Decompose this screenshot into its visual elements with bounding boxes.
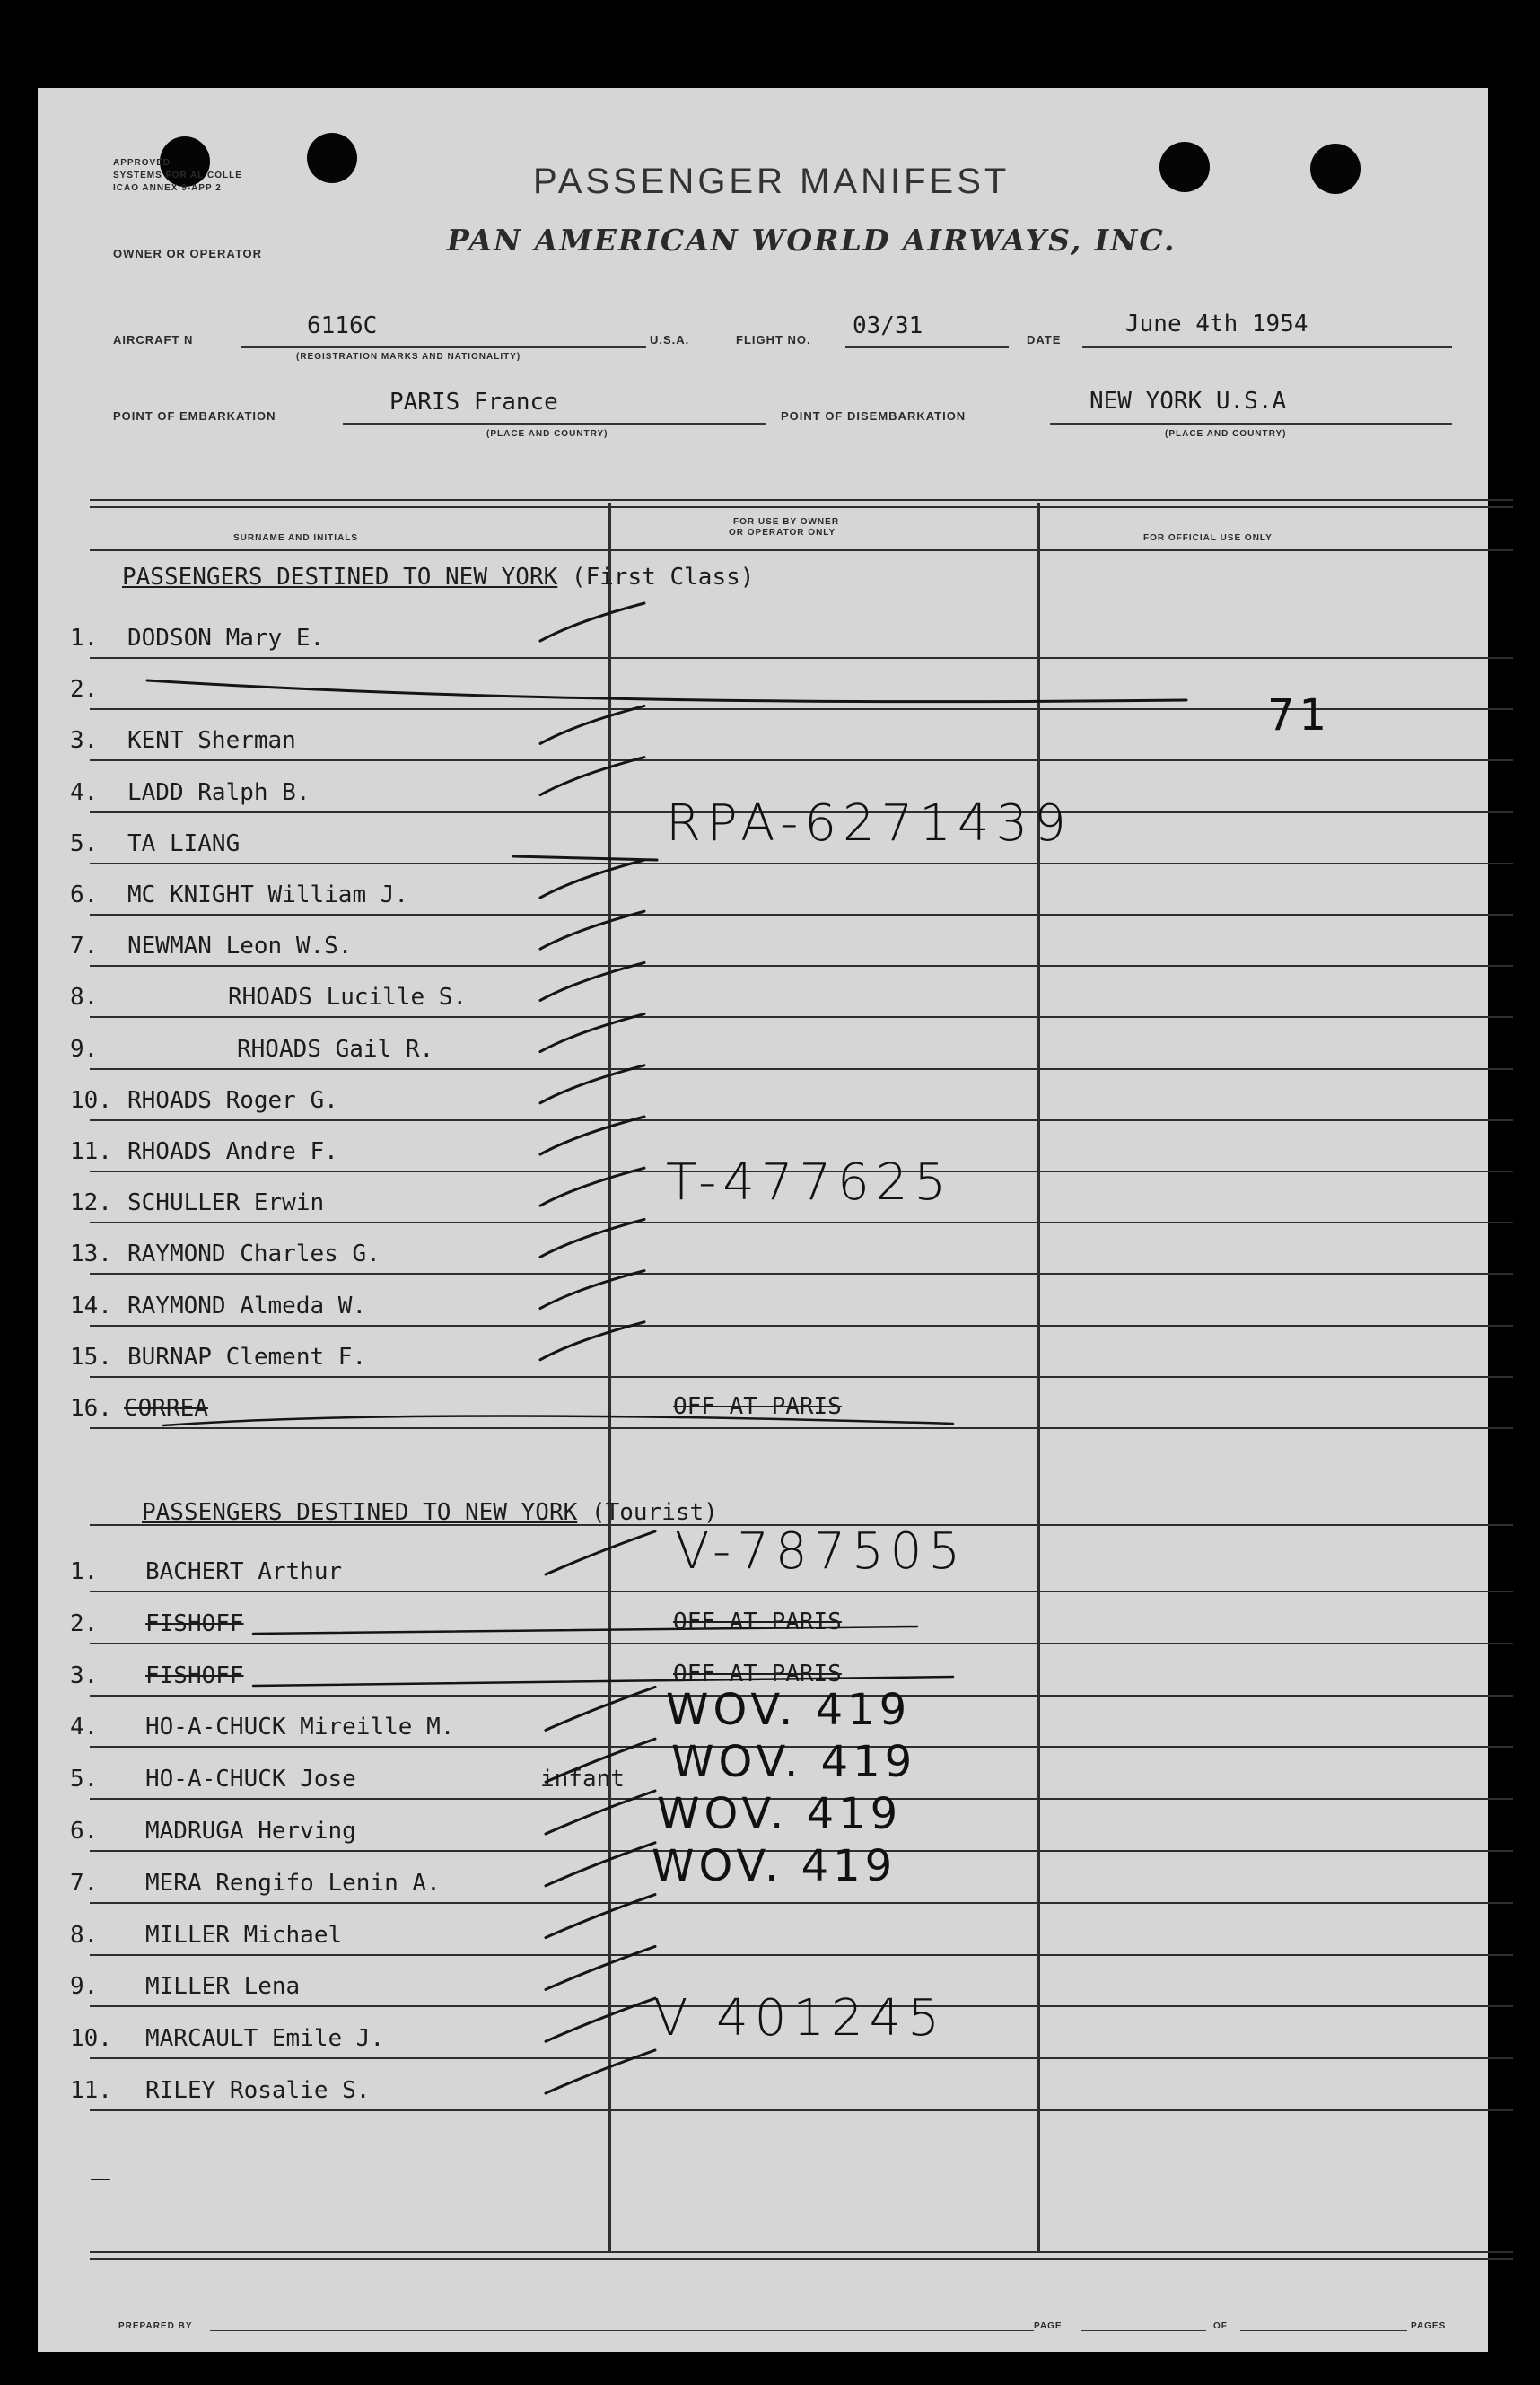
- row-number: 10.: [70, 2025, 112, 2053]
- passenger-name: RHOADS Gail R.: [237, 1035, 434, 1063]
- pen-stroke: [540, 1014, 644, 1052]
- passenger-name: BACHERT Arthur: [145, 1558, 343, 1585]
- handwritten-check-marks: [38, 88, 1488, 2352]
- row-number: 2.: [70, 1609, 99, 1637]
- owner-handwritten-number: WOV. 419: [666, 1685, 912, 1736]
- pen-stroke: [540, 603, 644, 641]
- row-number: 7.: [70, 933, 99, 960]
- owner-label: OWNER OR OPERATOR: [113, 247, 263, 260]
- owner-remark: OFF AT PARIS: [673, 1608, 842, 1635]
- row-number: 5.: [70, 1766, 99, 1793]
- aircraft-value: 6116C: [307, 312, 378, 339]
- row-number: 9.: [70, 1973, 99, 2001]
- section-heading-tourist: PASSENGERS DESTINED TO NEW YORK (Tourist): [142, 1499, 718, 1526]
- pen-stroke: [546, 1998, 655, 2041]
- approval-stamp-line: SYSTEMS FOR AL COLLE: [113, 171, 242, 180]
- row-number: 4.: [70, 778, 99, 806]
- passenger-name: BURNAP Clement F.: [127, 1343, 367, 1371]
- pen-stroke: [253, 1677, 953, 1686]
- row-number: 11.: [70, 2077, 112, 2104]
- flight-label: FLIGHT NO.: [736, 333, 811, 346]
- pen-stroke: [540, 962, 644, 1000]
- date-label: DATE: [1027, 333, 1062, 346]
- pen-stroke: [147, 680, 1186, 702]
- passenger-name: MC KNIGHT William J.: [127, 881, 409, 908]
- pen-stroke: [546, 1739, 655, 1782]
- row-number: 13.: [70, 1241, 112, 1268]
- owner-handwritten-number: WOV. 419: [671, 1737, 917, 1788]
- pen-stroke: [546, 1895, 655, 1938]
- row-number: 4.: [70, 1714, 99, 1741]
- owner-handwritten-number: WOV. 419: [657, 1789, 903, 1839]
- row-number: 12.: [70, 1189, 112, 1217]
- passenger-name: RHOADS Andre F.: [127, 1138, 338, 1165]
- date-value: June 4th 1954: [1125, 311, 1308, 338]
- owner-handwritten-number: V-787505: [675, 1522, 967, 1581]
- col-header-owner-line2: OR OPERATOR ONLY: [729, 528, 836, 538]
- pen-stroke: [546, 1791, 655, 1834]
- passenger-name: RILEY Rosalie S.: [145, 2077, 371, 2104]
- row-number: 3.: [70, 727, 99, 755]
- page-label: PAGE: [1034, 2321, 1063, 2331]
- passenger-name: KENT Sherman: [127, 727, 296, 755]
- pen-stroke: [540, 1117, 644, 1154]
- pages-label: PAGES: [1411, 2321, 1447, 2331]
- operator-name: PAN AMERICAN WORLD AIRWAYS, INC.: [447, 223, 1177, 258]
- approval-stamp-line: ICAO ANNEX 9-APP 2: [113, 183, 222, 193]
- owner-handwritten-number: RPA-6271439: [666, 794, 1072, 853]
- disembark-value: NEW YORK U.S.A: [1089, 388, 1287, 415]
- prepared-by-label: PREPARED BY: [118, 2321, 193, 2331]
- row-number: 10.: [70, 1086, 112, 1114]
- row-number: 6.: [70, 1818, 99, 1845]
- passenger-name: HO-A-CHUCK Mireille M.: [145, 1714, 455, 1741]
- row-number: 9.: [70, 1035, 99, 1063]
- pen-stroke: [163, 1416, 953, 1425]
- embark-sublabel: (PLACE AND COUNTRY): [486, 429, 608, 439]
- passenger-name: DODSON Mary E.: [127, 625, 325, 652]
- col-header-surname: SURNAME AND INITIALS: [233, 533, 359, 543]
- pen-stroke: [540, 1271, 644, 1309]
- passenger-name: FISHOFF: [145, 1662, 244, 1689]
- disembark-sublabel: (PLACE AND COUNTRY): [1165, 429, 1287, 439]
- approval-stamp-line: APPROVED: [113, 158, 171, 168]
- row-number: 8.: [70, 984, 99, 1012]
- pen-stroke: [540, 1322, 644, 1360]
- passenger-name: MERA Rengifo Lenin A.: [145, 1869, 441, 1897]
- passenger-name: HO-A-CHUCK Jose: [145, 1766, 356, 1793]
- passenger-name: FISHOFF: [145, 1609, 244, 1637]
- official-mark: 71: [1267, 690, 1332, 741]
- pen-stroke: [540, 911, 644, 949]
- pen-stroke: [540, 1219, 644, 1257]
- embark-value: PARIS France: [389, 389, 558, 416]
- embark-label: POINT OF EMBARKATION: [113, 409, 276, 423]
- passenger-name: CORREA: [124, 1395, 208, 1422]
- row-number: 5.: [70, 829, 99, 857]
- row-number: 14.: [70, 1292, 112, 1320]
- section-heading-first-class: PASSENGERS DESTINED TO NEW YORK (First Class): [122, 564, 755, 591]
- pen-stroke: [546, 1946, 655, 1989]
- row-number: 3.: [70, 1662, 99, 1689]
- owner-handwritten-number: T-477625: [666, 1153, 953, 1213]
- passenger-name: SCHULLER Erwin: [127, 1189, 325, 1217]
- owner-remark: OFF AT PARIS: [673, 1393, 842, 1420]
- pen-stroke: [540, 860, 644, 898]
- pen-stroke: [546, 1843, 655, 1886]
- passenger-name: LADD Ralph B.: [127, 778, 311, 806]
- passenger-note: infant: [540, 1766, 625, 1793]
- pen-stroke: [540, 1168, 644, 1206]
- passenger-name: MARCAULT Emile J.: [145, 2025, 385, 2053]
- pen-stroke: [546, 2050, 655, 2093]
- pen-stroke: [540, 1065, 644, 1103]
- col-header-official: FOR OFFICIAL USE ONLY: [1143, 533, 1273, 543]
- row-number: 1.: [70, 625, 99, 652]
- passenger-name: RAYMOND Almeda W.: [127, 1292, 367, 1320]
- row-number: 1.: [70, 1558, 99, 1585]
- form-title: PASSENGER MANIFEST: [533, 162, 1011, 201]
- usa-label: U.S.A.: [650, 333, 690, 346]
- owner-handwritten-number: WOV. 419: [652, 1840, 897, 1891]
- flight-value: 03/31: [853, 312, 923, 339]
- passenger-name: MILLER Michael: [145, 1921, 343, 1949]
- passenger-name: NEWMAN Leon W.S.: [127, 933, 353, 960]
- passenger-name: RAYMOND Charles G.: [127, 1241, 381, 1268]
- pen-stroke: [546, 1687, 655, 1730]
- of-label: OF: [1213, 2321, 1228, 2331]
- aircraft-label: AIRCRAFT N: [113, 333, 194, 346]
- passenger-name: MADRUGA Herving: [145, 1818, 356, 1845]
- aircraft-sublabel: (REGISTRATION MARKS AND NATIONALITY): [296, 352, 521, 362]
- manifest-sheet: [38, 88, 1488, 2352]
- pen-stroke: [540, 706, 644, 743]
- col-header-owner-line1: FOR USE BY OWNER: [733, 517, 840, 527]
- row-number: 6.: [70, 881, 99, 908]
- passenger-name: RHOADS Roger G.: [127, 1086, 338, 1114]
- passenger-name: MILLER Lena: [145, 1973, 301, 2001]
- row-number: 7.: [70, 1869, 99, 1897]
- owner-remark: OFF AT PARIS: [673, 1660, 842, 1688]
- passenger-name: RHOADS Lucille S.: [228, 984, 468, 1012]
- passenger-name: TA LIANG: [127, 829, 241, 857]
- row-number: 11.: [70, 1138, 112, 1165]
- pen-stroke: [540, 758, 644, 795]
- pen-stroke: [253, 1627, 917, 1634]
- row-number: 16.: [70, 1395, 112, 1422]
- disembark-label: POINT OF DISEMBARKATION: [781, 409, 967, 423]
- row-number: 2.: [70, 676, 99, 704]
- pen-stroke: [513, 856, 657, 860]
- pen-stroke: [546, 1531, 655, 1574]
- owner-handwritten-number: V 401245: [653, 1989, 946, 2048]
- row-number: 8.: [70, 1921, 99, 1949]
- row-number: 15.: [70, 1343, 112, 1371]
